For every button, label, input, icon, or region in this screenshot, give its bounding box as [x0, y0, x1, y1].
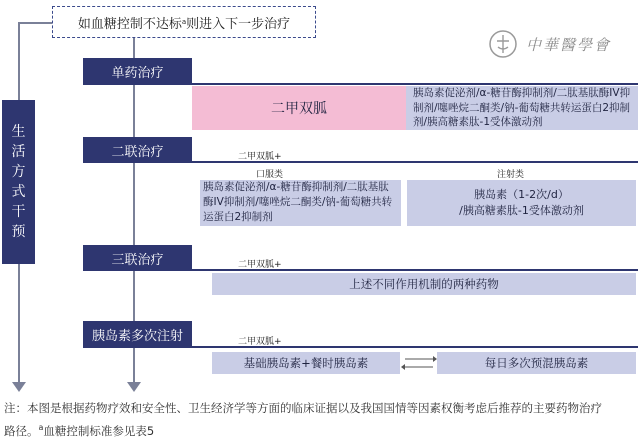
footnote-line1: 注：本图是根据药物疗效和安全性、卫生经济学等方面的临床证据以及我国国情等因素权衡考虑后推荐的主要药物治疗: [4, 401, 602, 415]
stage-triple: [83, 245, 192, 271]
metformin-label: 二甲双胍: [271, 101, 327, 117]
lifestyle-char: 预: [11, 224, 26, 240]
stage-label: 胰岛素多次注射: [91, 329, 183, 344]
footnote-suffix: 血糖控制标准参见表5: [43, 423, 155, 438]
footnote: [4, 398, 640, 441]
swap-arrows-icon: [401, 352, 437, 374]
condition-sup: a: [181, 18, 187, 26]
lifestyle-char: 干: [11, 204, 26, 220]
inject-line2: /胰高糖素肽-1受体激动剂: [459, 204, 584, 217]
dual-metformin-plus: 二甲双胍+: [238, 152, 282, 162]
mono-alternatives-box: [406, 86, 638, 130]
stage-label: 二联治疗: [111, 144, 164, 160]
injectable-header: 注射类: [497, 170, 525, 180]
lifestyle-char: 生: [11, 124, 26, 140]
triple-box: [212, 273, 636, 295]
top-left-h-connector: [18, 22, 52, 24]
triple-text: 上述不同作用机制的两种药物: [349, 277, 499, 291]
mono-alternatives-text: 胰岛素促泌剂/α-糖苷酶抑制剂/二肽基肽酶IV抑制剂/噻唑烷二酮类/钠-葡萄糖共转运蛋白2抑制剂/胰高糖素肽-1受体激动剂: [413, 87, 631, 128]
stage1-line: [192, 83, 638, 85]
footnote-sup: a: [38, 423, 44, 432]
lifestyle-char: 式: [11, 184, 26, 200]
premix-box: [437, 352, 636, 374]
left-arrow-icon: [12, 382, 26, 392]
triple-metformin-plus: 二甲双胍+: [238, 260, 282, 270]
stage-label: 三联治疗: [111, 252, 164, 268]
basal-bolus-text: 基础胰岛素+餐时胰岛素: [243, 356, 369, 370]
premix-text: 每日多次预混胰岛素: [484, 356, 589, 370]
dual-oral-text: 胰岛素促泌剂/α-糖苷酶抑制剂/二肽基肽酶IV抑制剂/噻唑烷二酮类/钠-葡萄糖共转运蛋白2抑制剂: [203, 181, 393, 223]
lifestyle-intervention: [2, 100, 35, 264]
top-left-connector: [18, 22, 20, 100]
metformin-box: [192, 86, 406, 130]
condition-prefix: 如血糖控制不达标: [77, 16, 182, 32]
stage-monotherapy: [83, 58, 192, 85]
dual-injectable-box: [407, 180, 636, 226]
lifestyle-char: 方: [11, 164, 26, 180]
stage-multi-insulin: [83, 321, 192, 348]
escalation-condition-box: [52, 6, 316, 38]
lifestyle-bottom-connector: [18, 264, 20, 390]
cma-watermark-text: 中華醫學會: [526, 35, 612, 54]
multi-metformin-plus: 二甲双胍+: [238, 337, 282, 347]
basal-bolus-box: [212, 352, 400, 374]
dual-oral-box: [200, 180, 401, 226]
flow-arrow-icon: [127, 382, 141, 392]
footnote-prefix: 路径。: [4, 423, 39, 438]
oral-header: 口服类: [256, 170, 284, 180]
cma-emblem-icon: [488, 29, 518, 59]
condition-suffix: 则进入下一步治疗: [186, 16, 291, 32]
stage-label: 单药治疗: [111, 66, 164, 81]
lifestyle-char: 活: [11, 144, 26, 160]
stage-dual: [83, 137, 192, 163]
footnote-line2: [4, 418, 640, 441]
inject-line1: 胰岛素（1-2次/d）: [474, 188, 569, 201]
cma-watermark: [488, 28, 628, 60]
